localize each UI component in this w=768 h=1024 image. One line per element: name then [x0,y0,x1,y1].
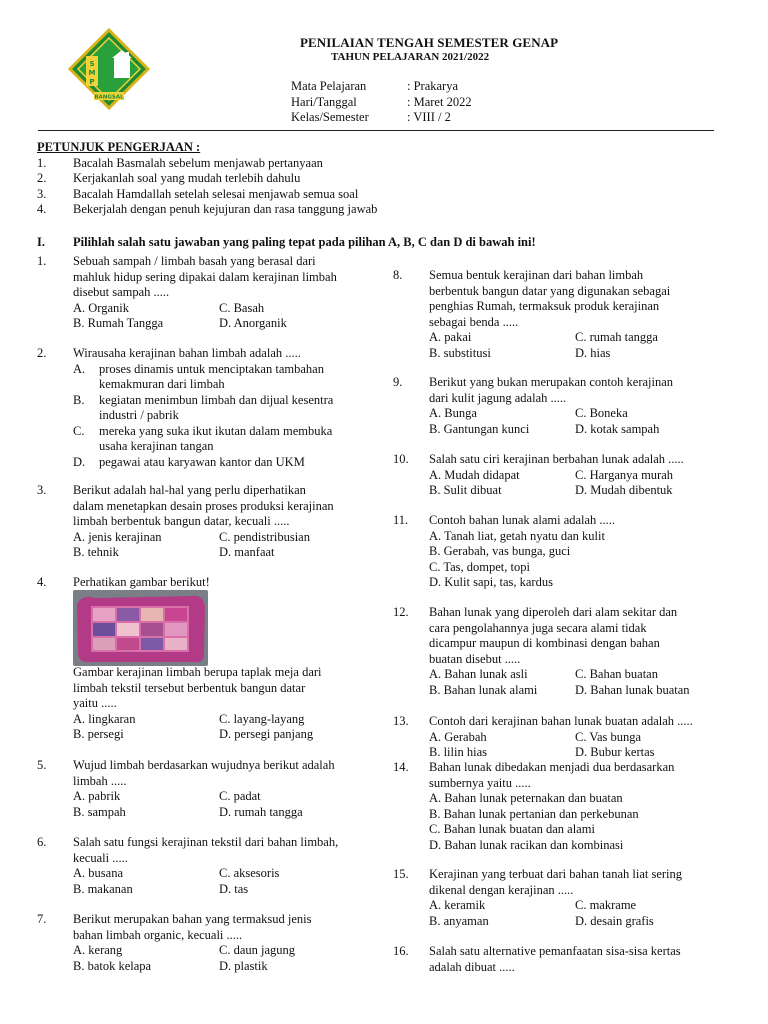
header-divider [38,130,714,131]
option-c[interactable]: C. Bahan lunak buatan dan alami [429,822,595,836]
option-c[interactable]: C. mereka yang suka ikut ikutan dalam membuka usaha kerajinan tangan [73,423,333,453]
meta-row-class: Kelas/Semester : VIII / 2 [291,110,451,124]
option-a[interactable]: A. busana [73,866,123,880]
question-1: 1. Sebuah sampah / limbah basah yang berasal dari mahluk hidup sering dipakai dalam kerajinan limbah disebut sampah ..... A. Organik C. Basah B. Rumah Tangga D. Anorganik [37,254,387,334]
option-c[interactable]: C. Bahan buatan [575,667,658,681]
option-a[interactable]: A. pakai [429,330,472,344]
option-b[interactable]: B. Sulit dibuat [429,483,502,497]
option-d[interactable]: D. tas [219,881,249,896]
question-4-text: Gambar kerajinan limbah berupa taplak meja dari limbah tekstil tersebut berbentuk bangun datar yaitu ..... A. lingkaran C. layang-layang B. persegi D. persegi panjang [37,665,387,745]
option-b[interactable]: B. sampah [73,804,126,819]
option-d[interactable]: D. plastik [219,958,268,973]
option-a[interactable]: A. Mudah didapat [429,467,520,482]
svg-text:S: S [89,60,95,68]
exam-title: PENILAIAN TENGAH SEMESTER GENAP [300,35,559,50]
option-c[interactable]: C. makrame [575,898,637,912]
question-12: 12. Bahan lunak yang diperoleh dari alam sekitar dan cara pengolahannya juga secara alami tidak dicampur maupun di kombinasi dengan bahan buatan disebut ..... A. Bahan lunak asli C. Bahan buatan B. Bahan lunak alami D. Bahan lunak buatan [393,605,743,700]
option-a[interactable]: A. Tanah liat, getah nyatu dan kulit [429,528,605,543]
option-c[interactable]: C. aksesoris [219,866,280,880]
option-a[interactable]: A. Gerabah [429,729,487,744]
option-a[interactable]: A. proses dinamis untuk menciptakan tambahan kemakmuran dari limbah [73,361,324,391]
option-c[interactable]: C. Boneka [575,406,628,420]
option-d[interactable]: D. rumah tangga [219,804,303,819]
option-a[interactable]: A. Bahan lunak asli [429,667,528,681]
option-b[interactable]: B. makanan [73,881,133,896]
option-b[interactable]: B. persegi [73,727,124,741]
option-b[interactable]: B. anyaman [429,913,489,928]
option-d[interactable]: D. Bahan lunak buatan [575,682,690,697]
option-c[interactable]: C. Basah [219,300,265,315]
option-b[interactable]: B. Gantungan kunci [429,421,530,436]
question-13: 13. Contoh dari kerajinan bahan lunak buatan adalah ..... A. Gerabah C. Vas bunga B. lilin hias D. Bubur kertas [393,714,743,762]
question-3: 3. Berikut adalah hal-hal yang perlu diperhatikan dalam menetapkan desain proses produksi kerajinan limbah berbentuk bangun datar, kecuali ..... A. jenis kerajinan C. pendistribusian B. tehnik D. manfaat [37,483,387,563]
option-a[interactable]: A. lingkaran [73,711,136,726]
option-c[interactable]: C. daun jagung [219,943,296,957]
option-d[interactable]: D. kotak sampah [575,421,660,436]
option-a[interactable]: A. pabrik [73,789,121,803]
option-a[interactable]: A. kerang [73,943,123,957]
instructions [37,140,377,218]
exam-subtitle: TAHUN PELAJARAN 2021/2022 [331,51,490,63]
option-c[interactable]: C. padat [219,789,261,803]
option-c[interactable]: C. layang-layang [219,711,305,726]
question-10: 10. Salah satu ciri kerajinan berbahan lunak adalah ..... A. Mudah didapat C. Harganya murah B. Sulit dibuat D. Mudah dibentuk [393,452,743,500]
meta-row-subject: Mata Pelajaran : Prakarya [291,79,459,93]
question-8: 8. Semua bentuk kerajinan dari bahan limbah berbentuk bangun datar yang digunakan sebagai penghias Rumah, termaksuk produk kerajinan sebagai benda ..... A. pakai C. rumah tangga B. substitusi D. hias [393,268,743,363]
option-b[interactable]: B. kegiatan menimbun limbah dan dijual kesentra industri / pabrik [73,392,334,422]
option-d[interactable]: D. persegi panjang [219,727,314,741]
option-a[interactable]: A. jenis kerajinan [73,529,162,544]
option-a[interactable]: A. Bunga [429,406,477,420]
option-b[interactable]: B. Bahan lunak pertanian dan perkebunan [429,806,639,821]
option-b[interactable]: B. tehnik [73,545,119,559]
option-b[interactable]: B. substitusi [429,345,491,360]
option-d[interactable]: D. pegawai atau karyawan kantor dan UKM [73,454,305,469]
option-d[interactable]: D. desain grafis [575,913,654,928]
option-d[interactable]: D. Bubur kertas [575,745,655,759]
svg-text:P: P [89,78,95,86]
instruction-item: 2. Kerjakanlah soal yang mudah terlebih dahulu [37,171,301,185]
question-11: 11. Contoh bahan lunak alami adalah ..... A. Tanah liat, getah nyatu dan kulit B. Gerabah, vas bunga, guci C. Tas, dompet, topi D. Kulit sapi, tas, kardus [393,513,616,589]
meta-row-date: Hari/Tanggal : Maret 2022 [291,94,472,109]
option-d[interactable]: D. manfaat [219,545,275,559]
svg-text:BANGSAL: BANGSAL [94,94,124,101]
option-a[interactable]: A. Organik [73,300,130,315]
instruction-item: 1. Bacalah Basmalah sebelum menjawab pertanyaan [37,155,323,170]
question-2: 2. Wirausaha kerajinan bahan limbah adalah ..... A. proses dinamis untuk menciptakan tambahan kemakmuran dari limbah B. kegiatan menimbun limbah dan dijual kesentra industri / pabrik C. mereka yang suka ikut ikutan dalam membuka usaha kerajinan tangan D. pegawai atau karyawan kantor dan UKM [37,346,334,469]
school-logo [68,28,150,110]
question-9: 9. Berikut yang bukan merupakan contoh kerajinan dari kulit jagung adalah ..... A. Bunga C. Boneka B. Gantungan kunci D. kotak sampah [393,375,743,439]
option-c[interactable]: C. Tas, dompet, topi [429,559,530,574]
option-b[interactable]: B. Rumah Tangga [73,316,164,330]
instructions-title: PETUNJUK PENGERJAAN : [37,140,201,154]
option-d[interactable]: D. hias [575,345,611,360]
question-15: 15. Kerajinan yang terbuat dari bahan tanah liat sering dikenal dengan kerajinan ..... A. keramik C. makrame B. anyaman D. desain grafis [393,867,743,931]
tablecloth-image [73,590,208,666]
option-b[interactable]: B. lilin hias [429,745,487,759]
question-7: 7. Berikut merupakan bahan yang termaksud jenis bahan limbah organic, kecuali ..... A. kerang C. daun jagung B. batok kelapa D. plastik [37,912,387,976]
instruction-item: 4. Bekerjalah dengan penuh kejujuran dan rasa tanggung jawab [37,202,378,216]
option-d[interactable]: D. Mudah dibentuk [575,483,673,497]
option-b[interactable]: B. Bahan lunak alami [429,682,538,697]
option-d[interactable]: D. Kulit sapi, tas, kardus [429,575,553,589]
section-heading: I. Pilihlah salah satu jawaban yang paling tepat pada pilihan A, B, C dan D di bawah ini! [37,235,536,249]
exam-meta [291,79,472,126]
question-14: 14. Bahan lunak dibedakan menjadi dua berdasarkan sumbernya yaitu ..... A. Bahan lunak peternakan dan buatan B. Bahan lunak pertanian dan perkebunan C. Bahan lunak buatan dan alami D. Bahan lunak racikan dan kombinasi [393,760,675,852]
option-c[interactable]: C. pendistribusian [219,529,310,544]
svg-text:M: M [88,69,96,77]
instruction-item: 3. Bacalah Hamdallah setelah selesai menjawab semua soal [37,186,359,201]
option-d[interactable]: D. Anorganik [219,316,287,330]
option-b[interactable]: B. Gerabah, vas bunga, guci [429,544,571,558]
question-4: 4. Perhatikan gambar berikut! [37,575,210,589]
option-a[interactable]: A. keramik [429,898,486,912]
option-c[interactable]: C. Harganya murah [575,467,674,482]
option-a[interactable]: A. Bahan lunak peternakan dan buatan [429,791,623,805]
option-d[interactable]: D. Bahan lunak racikan dan kombinasi [429,837,624,852]
question-6: 6. Salah satu fungsi kerajinan tekstil dari bahan limbah, kecuali ..... A. busana C. aksesoris B. makanan D. tas [37,835,387,899]
option-b[interactable]: B. batok kelapa [73,958,152,973]
option-c[interactable]: C. rumah tangga [575,330,658,344]
option-c[interactable]: C. Vas bunga [575,729,642,744]
question-16: 16. Salah satu alternative pemanfaatan sisa-sisa kertas adalah dibuat ..... [393,944,681,974]
question-5: 5. Wujud limbah berdasarkan wujudnya berikut adalah limbah ..... A. pabrik C. padat B. sampah D. rumah tangga [37,758,387,822]
